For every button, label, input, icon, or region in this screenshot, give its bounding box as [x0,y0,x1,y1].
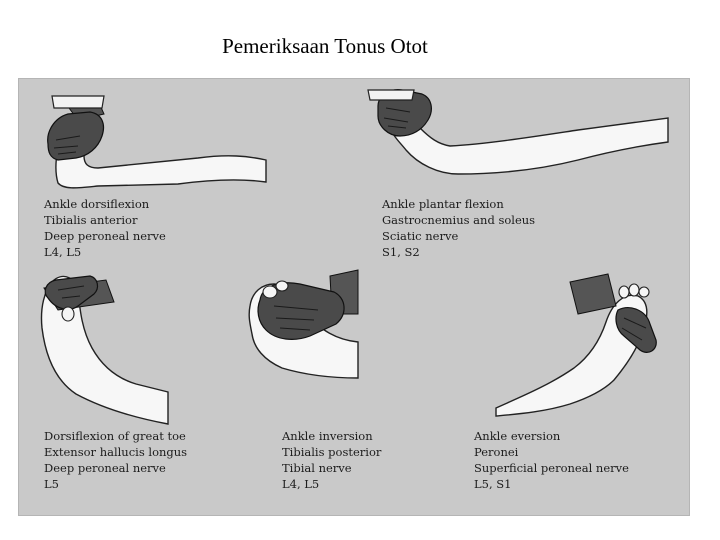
caption-line: Ankle plantar flexion [382,197,504,211]
caption-line: L4, L5 [44,245,82,259]
caption-line: Deep peroneal nerve [44,461,166,475]
caption-line: Deep peroneal nerve [44,229,166,243]
caption-line: Tibialis posterior [282,445,382,459]
caption-line: Ankle inversion [282,429,373,443]
caption-line: L5, S1 [474,477,512,491]
illustration-ankle-eversion [496,274,656,416]
caption-line: Extensor hallucis longus [44,445,188,459]
caption-line: L4, L5 [282,477,320,491]
illustration-ankle-plantar-flexion [368,90,668,174]
caption-line: Ankle eversion [474,429,561,443]
caption-ankle-eversion [474,428,629,492]
caption-line: Peronei [474,445,519,459]
caption-great-toe-dorsiflexion [44,428,187,492]
caption-line: Superficial peroneal nerve [474,461,629,475]
caption-line: Gastrocnemius and soleus [382,213,536,227]
caption-line: Tibialis anterior [44,213,138,227]
caption-line: S1, S2 [382,245,420,259]
caption-line: Ankle dorsiflexion [44,197,150,211]
caption-line: L5 [44,477,59,491]
illustration-ankle-inversion [249,270,358,378]
illustration-great-toe-dorsiflexion [42,276,169,424]
caption-line: Dorsiflexion of great toe [44,429,186,443]
illustration-plate [18,78,690,516]
caption-ankle-dorsiflexion [44,196,166,260]
caption-ankle-plantar-flexion [382,196,535,260]
caption-line: Sciatic nerve [382,229,459,243]
slide-title: Pemeriksaan Tonus Otot [222,34,428,58]
caption-ankle-inversion [282,428,381,492]
caption-line: Tibial nerve [282,461,352,475]
illustration-ankle-dorsiflexion [48,96,266,188]
